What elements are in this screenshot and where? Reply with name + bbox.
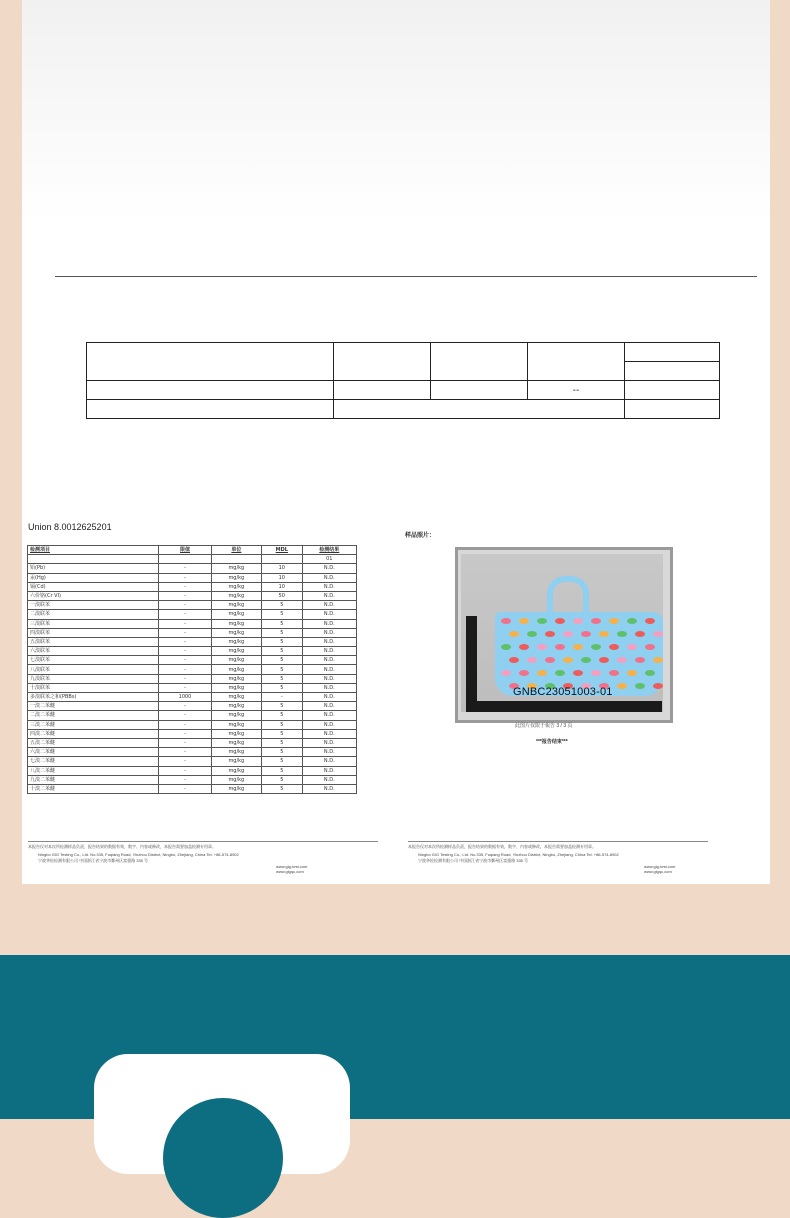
fish-pattern [527, 657, 537, 663]
cell-item: 镉(Cd) [28, 582, 159, 591]
cell-item: 九溴二苯醚 [28, 775, 159, 784]
cell-mdl: 5 [262, 647, 303, 656]
table-row [28, 748, 357, 757]
test-results-table [27, 545, 357, 794]
cell-unit: mg/kg [211, 693, 261, 702]
cell-unit: mg/kg [211, 573, 261, 582]
cell-mdl: 5 [262, 784, 303, 793]
fish-pattern [591, 618, 601, 624]
cell-result: N.D. [302, 573, 356, 582]
footer-notice: 本报告仅对本次所检测样品负责，报告结果的数据有效，数字、内容或修改，本报告需要加盖检测专用章。 [408, 844, 596, 849]
cell-mdl: 5 [262, 711, 303, 720]
cell-result: N.D. [302, 582, 356, 591]
footer-company-cn: 宁波华检检测有限公司 中国浙江省宁波市鄞州区富强路 335 号 [418, 858, 529, 863]
cell-limit: - [159, 628, 211, 637]
cell-limit: - [159, 601, 211, 610]
fish-pattern [527, 631, 537, 637]
fish-pattern [635, 683, 645, 689]
table-row [28, 702, 357, 711]
summary-cell: -- [528, 381, 625, 400]
table-row [28, 775, 357, 784]
cell-mdl: 5 [262, 674, 303, 683]
cell-item: 二溴联苯 [28, 610, 159, 619]
cell-limit: - [159, 637, 211, 646]
fish-pattern [545, 631, 555, 637]
cell-unit: mg/kg [211, 628, 261, 637]
cell-item: 三溴联苯 [28, 619, 159, 628]
cell-unit: mg/kg [211, 647, 261, 656]
cell-limit: - [159, 729, 211, 738]
summary-cell [625, 400, 720, 419]
cell-mdl: 10 [262, 582, 303, 591]
fish-pattern [501, 618, 511, 624]
header-result: 检测结果 [302, 546, 356, 555]
cell-mdl: 5 [262, 610, 303, 619]
cell-limit: - [159, 720, 211, 729]
cell-result: N.D. [302, 757, 356, 766]
cell-mdl: 5 [262, 702, 303, 711]
cell-limit: - [159, 702, 211, 711]
cell-result: N.D. [302, 647, 356, 656]
cell-result: N.D. [302, 766, 356, 775]
table-row [28, 729, 357, 738]
results-subheader-row [28, 555, 357, 564]
cell-result: N.D. [302, 637, 356, 646]
cell-unit: mg/kg [211, 656, 261, 665]
cell-unit: mg/kg [211, 610, 261, 619]
footer-web: www.gigqc.com [644, 869, 672, 874]
cell-item: 八溴二苯醚 [28, 766, 159, 775]
fish-pattern [555, 644, 565, 650]
fish-pattern [617, 657, 627, 663]
cell-unit: mg/kg [211, 720, 261, 729]
fish-pattern [555, 618, 565, 624]
table-row [28, 683, 357, 692]
summary-cell [334, 381, 431, 400]
cell-limit: - [159, 757, 211, 766]
cell-result: N.D. [302, 656, 356, 665]
cell-unit: mg/kg [211, 729, 261, 738]
cell-result: N.D. [302, 628, 356, 637]
cell-item: 铅(Pb) [28, 564, 159, 573]
fish-pattern [609, 644, 619, 650]
results-header-row [28, 546, 357, 555]
cell-item: 四溴二苯醚 [28, 729, 159, 738]
header-unit: 单位 [211, 546, 261, 555]
cell-mdl: 5 [262, 738, 303, 747]
footer-web: www.gig-test.com [276, 864, 308, 869]
fish-pattern [653, 683, 663, 689]
header-mdl: MDL [262, 546, 303, 555]
fish-pattern [537, 618, 547, 624]
cell-result: N.D. [302, 665, 356, 674]
cell-item: 十溴联苯 [28, 683, 159, 692]
cell-item: 六溴联苯 [28, 647, 159, 656]
fish-pattern [627, 644, 637, 650]
fish-pattern [645, 670, 655, 676]
table-row [28, 738, 357, 747]
cell-unit: mg/kg [211, 738, 261, 747]
report-id: Union 8.0012625201 [28, 522, 112, 532]
fish-pattern [591, 644, 601, 650]
table-row [28, 573, 357, 582]
cell-unit: mg/kg [211, 637, 261, 646]
cell-mdl: 5 [262, 757, 303, 766]
cell-unit: mg/kg [211, 619, 261, 628]
cell-item: 三溴二苯醚 [28, 720, 159, 729]
cell-mdl: 5 [262, 601, 303, 610]
cell-result: N.D. [302, 601, 356, 610]
cell-result: N.D. [302, 591, 356, 600]
cell-unit: mg/kg [211, 591, 261, 600]
cell-mdl: 5 [262, 665, 303, 674]
divider-line [55, 276, 757, 277]
cell-unit: mg/kg [211, 775, 261, 784]
fish-pattern [645, 644, 655, 650]
cell-result: N.D. [302, 729, 356, 738]
summary-cell [87, 343, 334, 381]
fish-pattern [519, 618, 529, 624]
shopping-bag-image [495, 612, 663, 696]
table-row [28, 619, 357, 628]
cell-limit: - [159, 683, 211, 692]
cell-result: N.D. [302, 738, 356, 747]
cell-unit: mg/kg [211, 784, 261, 793]
cell-item: 多溴联苯之和(PBBs) [28, 693, 159, 702]
cell-result: N.D. [302, 564, 356, 573]
fish-pattern [635, 631, 645, 637]
sample-photo-label: 样品照片： [405, 533, 436, 539]
photo-background [461, 554, 663, 712]
cell-mdl: 5 [262, 775, 303, 784]
cell-unit: mg/kg [211, 582, 261, 591]
fish-pattern [653, 631, 663, 637]
cell-item: 二溴二苯醚 [28, 711, 159, 720]
cell-result: N.D. [302, 784, 356, 793]
cell-unit: mg/kg [211, 683, 261, 692]
footer-rule [28, 841, 378, 842]
summary-cell [625, 362, 720, 381]
table-row [28, 674, 357, 683]
fish-pattern [617, 631, 627, 637]
cell-limit: - [159, 665, 211, 674]
cell-result: N.D. [302, 683, 356, 692]
cell-item: 五溴二苯醚 [28, 738, 159, 747]
table-row [28, 601, 357, 610]
summary-cell [625, 343, 720, 362]
fish-pattern [581, 631, 591, 637]
cell-limit: - [159, 766, 211, 775]
ruler-vertical [466, 616, 477, 712]
cell-limit: 1000 [159, 693, 211, 702]
fish-pattern [599, 631, 609, 637]
fish-pattern [635, 657, 645, 663]
cell-mdl: 5 [262, 656, 303, 665]
fish-pattern [609, 670, 619, 676]
fish-pattern [599, 657, 609, 663]
cell-item: 六价铬(Cr VI) [28, 591, 159, 600]
table-row [28, 656, 357, 665]
cell-unit: mg/kg [211, 757, 261, 766]
fish-pattern [563, 657, 573, 663]
fish-pattern [501, 670, 511, 676]
table-row [28, 757, 357, 766]
cell-unit: mg/kg [211, 674, 261, 683]
cell-mdl: 5 [262, 683, 303, 692]
cell-mdl: 5 [262, 720, 303, 729]
blurred-header-area [22, 0, 770, 220]
table-row [28, 582, 357, 591]
cell-item: 五溴联苯 [28, 637, 159, 646]
cell-unit: mg/kg [211, 564, 261, 573]
footer-rule [408, 841, 708, 842]
cell-mdl: 5 [262, 628, 303, 637]
table-row [28, 591, 357, 600]
cell-mdl: 5 [262, 729, 303, 738]
cell-limit: - [159, 564, 211, 573]
sample-photo [455, 547, 673, 723]
cell-item: 七溴二苯醚 [28, 757, 159, 766]
cell-unit: mg/kg [211, 702, 261, 711]
cell-unit: mg/kg [211, 665, 261, 674]
fish-pattern [501, 644, 511, 650]
cell-limit: - [159, 738, 211, 747]
fish-pattern [627, 618, 637, 624]
report-end-mark: ***报告结束*** [536, 739, 568, 745]
fish-pattern [519, 670, 529, 676]
summary-row [87, 381, 720, 400]
fish-pattern [627, 670, 637, 676]
table-row [28, 711, 357, 720]
photo-caption: 此图片仅限于報告 3 / 3 页 [515, 723, 573, 729]
table-row [28, 693, 357, 702]
summary-row [87, 343, 720, 362]
cell-result: N.D. [302, 674, 356, 683]
cell-limit: - [159, 573, 211, 582]
cell-result: N.D. [302, 702, 356, 711]
cell-mdl: - [262, 693, 303, 702]
cell-result: N.D. [302, 720, 356, 729]
cell-mdl: 5 [262, 637, 303, 646]
fish-pattern [653, 657, 663, 663]
cell-item: 四溴联苯 [28, 628, 159, 637]
summary-cell [334, 343, 431, 381]
cell-unit: mg/kg [211, 711, 261, 720]
table-row [28, 766, 357, 775]
summary-cell [431, 343, 528, 381]
cell-item: 六溴二苯醚 [28, 748, 159, 757]
cell-result: N.D. [302, 775, 356, 784]
fish-pattern [509, 631, 519, 637]
cell-unit: mg/kg [211, 601, 261, 610]
table-row [28, 784, 357, 793]
cell-limit: - [159, 656, 211, 665]
table-row [28, 637, 357, 646]
cell-result: N.D. [302, 619, 356, 628]
result-sample-number: 01 [302, 555, 356, 564]
summary-cell [334, 400, 625, 419]
cell-item: 十溴二苯醚 [28, 784, 159, 793]
summary-table [86, 342, 720, 419]
table-row [28, 647, 357, 656]
fish-pattern [519, 644, 529, 650]
cell-mdl: 50 [262, 591, 303, 600]
cell-limit: - [159, 748, 211, 757]
summary-row [87, 400, 720, 419]
cell-mdl: 5 [262, 619, 303, 628]
footer-company-cn: 宁波华检检测有限公司 中国浙江省宁波市鄞州区富强路 335 号 [38, 858, 149, 863]
fish-pattern [591, 670, 601, 676]
cell-limit: - [159, 591, 211, 600]
footer-company-en: Ningbo GIG Testing Co., Ltd. No.335, Fuqiang Road, Yinzhou District, Ningbo, Zhejiang, China Tel: +86-574-8902 [418, 852, 619, 857]
cell-item: 八溴联苯 [28, 665, 159, 674]
cell-unit: mg/kg [211, 748, 261, 757]
fish-pattern [573, 670, 583, 676]
cell-mdl: 10 [262, 564, 303, 573]
summary-cell [87, 400, 334, 419]
cell-limit: - [159, 619, 211, 628]
header-item: 检测项目 [28, 546, 159, 555]
cell-item: 一溴联苯 [28, 601, 159, 610]
cell-mdl: 5 [262, 748, 303, 757]
cell-limit: - [159, 647, 211, 656]
fish-pattern [581, 657, 591, 663]
cell-result: N.D. [302, 748, 356, 757]
summary-cell [87, 381, 334, 400]
cell-mdl: 5 [262, 766, 303, 775]
footer-web: www.gigqc.com [276, 869, 304, 874]
cell-item: 一溴二苯醚 [28, 702, 159, 711]
cell-item: 七溴联苯 [28, 656, 159, 665]
fish-pattern [573, 644, 583, 650]
table-row [28, 628, 357, 637]
footer-web: www.gig-test.com [644, 864, 676, 869]
fish-pattern [509, 657, 519, 663]
table-row [28, 665, 357, 674]
feature-icon-circle [163, 1098, 283, 1218]
table-row [28, 564, 357, 573]
cell-result: N.D. [302, 610, 356, 619]
cell-result: N.D. [302, 711, 356, 720]
cell-result: N.D. [302, 693, 356, 702]
fish-pattern [555, 670, 565, 676]
footer-notice: 本报告仅对本次所检测样品负责，报告结果的数据有效，数字、内容或修改，本报告需要加盖检测专用章。 [28, 844, 216, 849]
fish-pattern [609, 618, 619, 624]
fish-pattern [545, 657, 555, 663]
cell-limit: - [159, 674, 211, 683]
cell-limit: - [159, 711, 211, 720]
table-row [28, 720, 357, 729]
cell-limit: - [159, 610, 211, 619]
fish-pattern [573, 618, 583, 624]
ruler-horizontal [466, 701, 662, 712]
fish-pattern [537, 670, 547, 676]
summary-cell [528, 343, 625, 381]
cell-limit: - [159, 582, 211, 591]
cell-mdl: 10 [262, 573, 303, 582]
cell-unit: mg/kg [211, 766, 261, 775]
fish-pattern [645, 618, 655, 624]
cell-limit: - [159, 784, 211, 793]
cell-item: 九溴联苯 [28, 674, 159, 683]
footer-company-en: Ningbo GIG Testing Co., Ltd. No.335, Fuqiang Road, Yinzhou District, Ningbo, Zhejiang, China Tel: +86-574-8902 [38, 852, 239, 857]
cell-item: 汞(Hg) [28, 573, 159, 582]
sample-code: GNBC23051003-01 [513, 686, 613, 698]
fish-pattern [537, 644, 547, 650]
fish-pattern [617, 683, 627, 689]
summary-cell [625, 381, 720, 400]
summary-cell [431, 381, 528, 400]
fish-pattern [563, 631, 573, 637]
cell-limit: - [159, 775, 211, 784]
header-limit: 限值 [159, 546, 211, 555]
table-row [28, 610, 357, 619]
